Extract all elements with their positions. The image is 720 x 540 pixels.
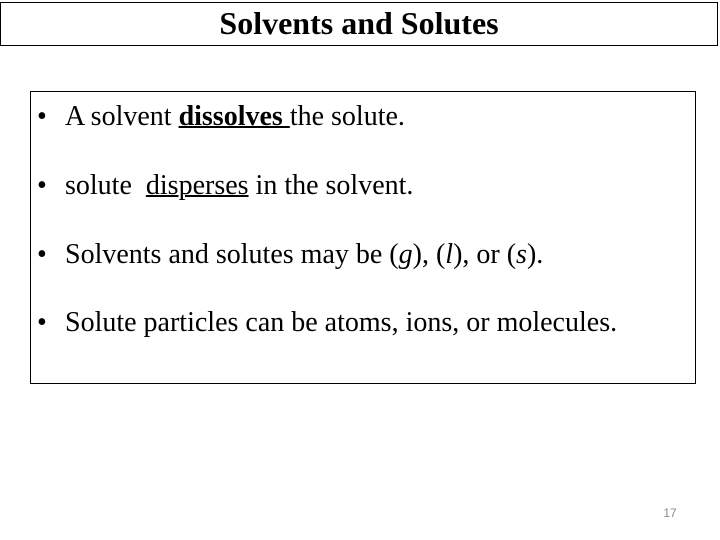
page-number: 17 <box>663 506 677 520</box>
emphasis-disperses: disperses <box>145 170 249 201</box>
bullet-text: solute <box>65 170 146 201</box>
bullet-marker: • <box>37 101 47 132</box>
bullet-text: ), ( <box>412 239 446 270</box>
bullet-marker: • <box>37 170 47 201</box>
emphasis-dissolves: dissolves <box>178 101 290 132</box>
bullet-text: the solute. <box>289 101 405 132</box>
bullet-item-solute-disperses <box>37 170 413 202</box>
slide-title: Solvents and Solutes <box>219 5 499 41</box>
bullet-text: A solvent <box>65 101 179 132</box>
bullet-item-particles <box>37 307 617 339</box>
bullet-item-states <box>37 239 543 271</box>
bullet-marker: • <box>37 307 47 338</box>
content-frame <box>30 91 696 384</box>
bullet-text: ). <box>526 239 544 270</box>
state-solid: s <box>516 239 527 270</box>
bullet-text: Solvents and solutes may be ( <box>65 239 399 270</box>
bullet-text: Solute particles can be atoms, ions, or molecules. <box>65 307 618 338</box>
state-liquid: l <box>445 239 454 270</box>
bullet-text: ), or ( <box>453 239 517 270</box>
bullet-item-solvent-dissolves <box>37 101 405 133</box>
state-gas: g <box>398 239 413 270</box>
bullet-text: in the solvent. <box>248 170 414 201</box>
bullet-marker: • <box>37 239 47 270</box>
